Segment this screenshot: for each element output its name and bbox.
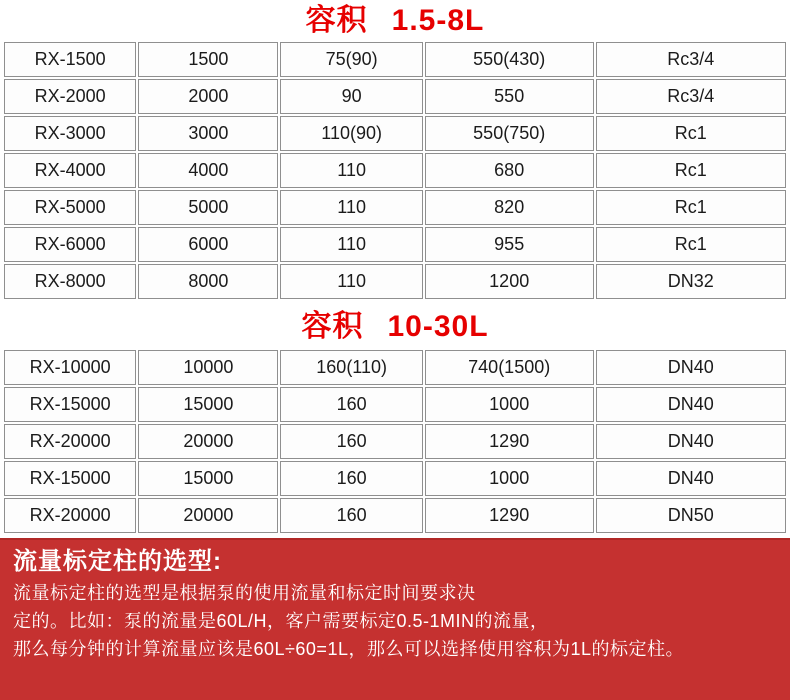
table-row [4, 227, 786, 262]
spec-cell: 20000 [138, 424, 278, 459]
model-cell: RX-1500 [4, 42, 136, 77]
banner-line-3: 那么每分钟的计算流量应该是60L÷60=1L，那么可以选择使用容积为1L的标定柱。 [13, 639, 684, 659]
spec-cell: 740(1500) [425, 350, 594, 385]
capacity-table-small [2, 40, 788, 301]
spec-cell: 3000 [138, 116, 278, 151]
capacity-table-large [2, 348, 788, 535]
spec-cell: Rc1 [596, 190, 786, 225]
spec-cell: DN40 [596, 461, 786, 496]
capacity-range: 1.5-8L [391, 4, 485, 37]
table-row [4, 153, 786, 188]
spec-cell: 550(430) [425, 42, 594, 77]
spec-cell: DN40 [596, 350, 786, 385]
spec-cell: DN40 [596, 424, 786, 459]
spec-cell: 110 [280, 264, 422, 299]
spec-cell: Rc3/4 [596, 79, 786, 114]
model-cell: RX-8000 [4, 264, 136, 299]
spec-cell: 6000 [138, 227, 278, 262]
spec-cell: 110(90) [280, 116, 422, 151]
spec-cell: DN32 [596, 264, 786, 299]
banner-line-1: 流量标定柱的选型是根据泵的使用流量和标定时间要求决 [13, 583, 476, 603]
table-row [4, 350, 786, 385]
model-cell: RX-20000 [4, 498, 136, 533]
table-row [4, 264, 786, 299]
spec-cell: 15000 [138, 387, 278, 422]
spec-cell: 110 [280, 153, 422, 188]
spec-cell: 10000 [138, 350, 278, 385]
spec-cell: 75(90) [280, 42, 422, 77]
spec-cell: 1500 [138, 42, 278, 77]
spec-cell: 955 [425, 227, 594, 262]
spec-cell: 2000 [138, 79, 278, 114]
capacity-label: 容积 [301, 310, 364, 343]
spec-cell: Rc1 [596, 227, 786, 262]
banner-heading: 流量标定柱的选型: [13, 548, 222, 575]
spec-cell: 1290 [425, 498, 594, 533]
spec-cell: 5000 [138, 190, 278, 225]
table-row [4, 387, 786, 422]
model-cell: RX-3000 [4, 116, 136, 151]
spec-cell: 820 [425, 190, 594, 225]
capacity-range: 10-30L [387, 310, 489, 343]
spec-cell: DN40 [596, 387, 786, 422]
section-title-capacity-small [0, 2, 790, 40]
spec-cell: 20000 [138, 498, 278, 533]
model-cell: RX-15000 [4, 387, 136, 422]
spec-cell: 110 [280, 227, 422, 262]
spec-cell: Rc1 [596, 153, 786, 188]
selection-guide-banner [0, 538, 790, 700]
spec-cell: 1000 [425, 461, 594, 496]
spec-cell: 160 [280, 387, 422, 422]
spec-cell: 160 [280, 424, 422, 459]
model-cell: RX-2000 [4, 79, 136, 114]
model-cell: RX-20000 [4, 424, 136, 459]
spec-cell: 550 [425, 79, 594, 114]
spec-cell: 1290 [425, 424, 594, 459]
table-row [4, 79, 786, 114]
spec-cell: Rc3/4 [596, 42, 786, 77]
spec-cell: Rc1 [596, 116, 786, 151]
table-row [4, 42, 786, 77]
banner-line-2: 定的。比如：泵的流量是60L/H，客户需要标定0.5-1MIN的流量， [13, 611, 549, 631]
spec-cell: 680 [425, 153, 594, 188]
model-cell: RX-4000 [4, 153, 136, 188]
spec-cell: 160 [280, 498, 422, 533]
table-row [4, 424, 786, 459]
spec-cell: 1000 [425, 387, 594, 422]
spec-cell: 160 [280, 461, 422, 496]
model-cell: RX-10000 [4, 350, 136, 385]
table-row [4, 116, 786, 151]
model-cell: RX-6000 [4, 227, 136, 262]
spec-cell: DN50 [596, 498, 786, 533]
spec-cell: 550(750) [425, 116, 594, 151]
spec-cell: 15000 [138, 461, 278, 496]
spec-cell: 160(110) [280, 350, 422, 385]
table-row [4, 190, 786, 225]
spec-cell: 90 [280, 79, 422, 114]
table-row [4, 461, 786, 496]
section-title-capacity-large [0, 308, 790, 346]
capacity-label: 容积 [305, 4, 368, 37]
spec-cell: 110 [280, 190, 422, 225]
spec-cell: 1200 [425, 264, 594, 299]
spec-cell: 4000 [138, 153, 278, 188]
model-cell: RX-15000 [4, 461, 136, 496]
table-row [4, 498, 786, 533]
model-cell: RX-5000 [4, 190, 136, 225]
spec-cell: 8000 [138, 264, 278, 299]
